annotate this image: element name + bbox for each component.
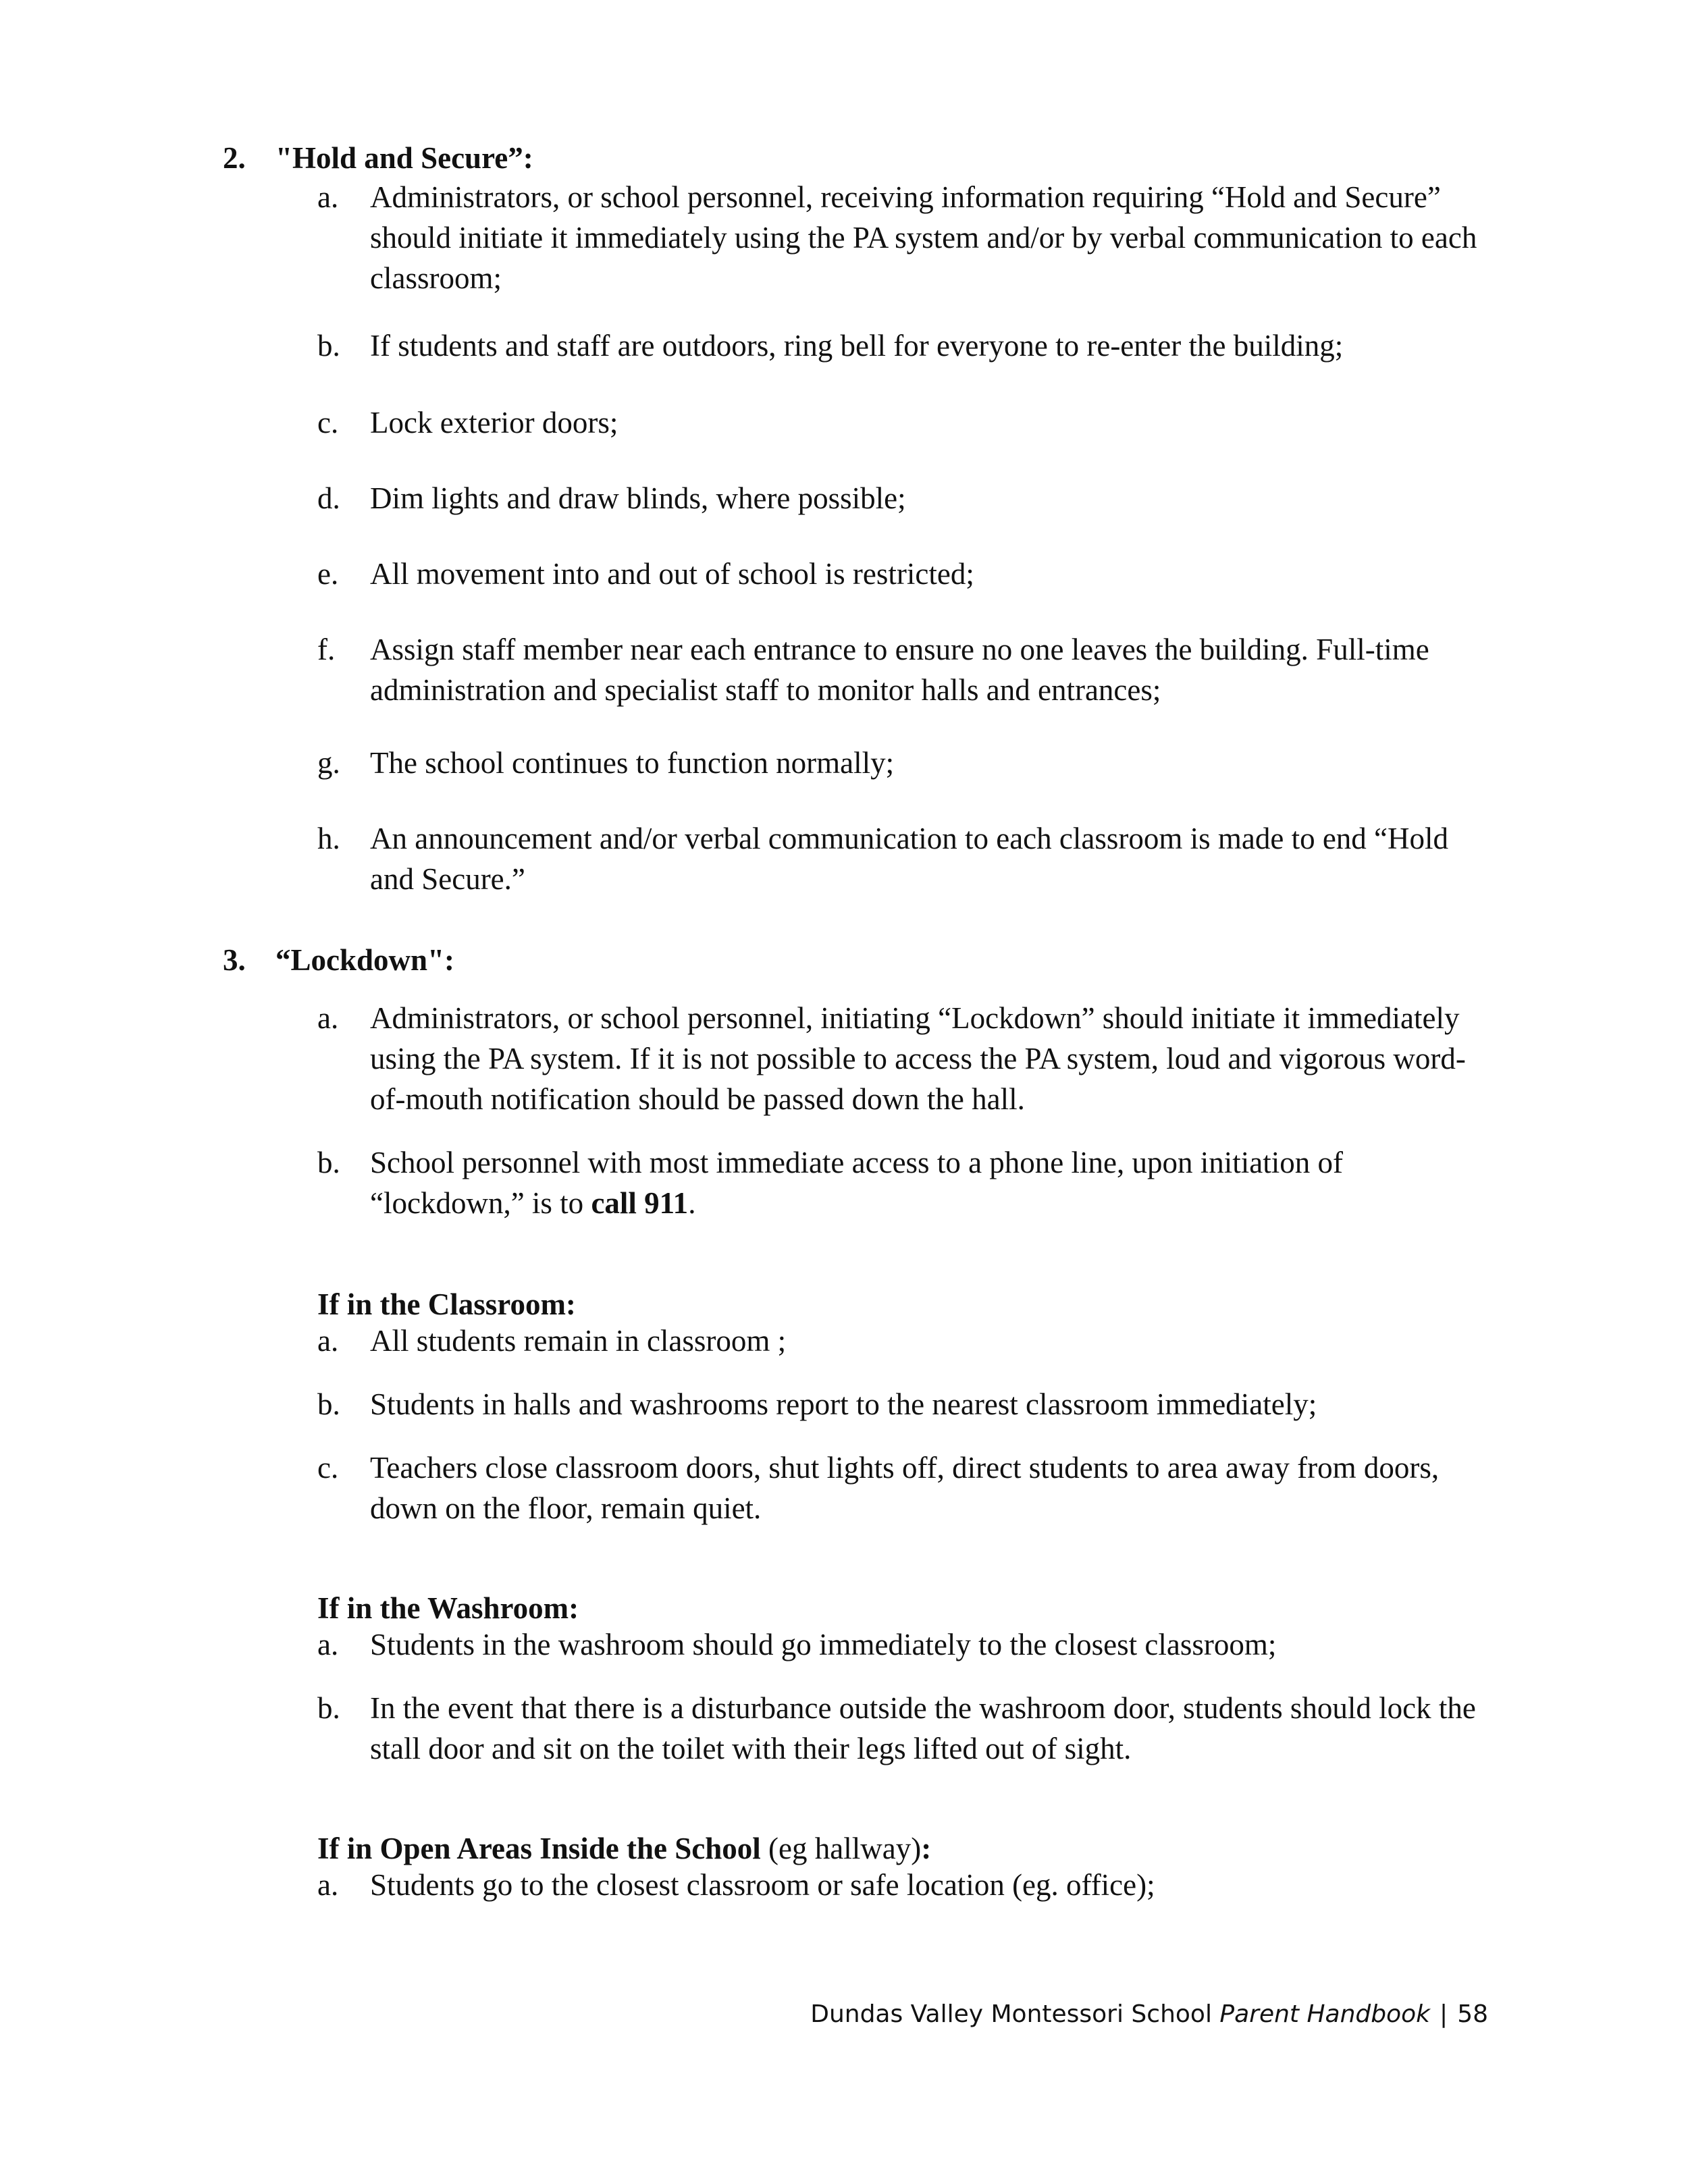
section-3-title: “Lockdown": — [275, 943, 455, 977]
list-item-letter: b. — [317, 1146, 340, 1179]
list-item — [317, 743, 1491, 783]
list-item-text: Administrators, or school personnel, receiving information requiring “Hold and Secure” should initiate it immediately using the PA system and/or by verbal communication to each classroom; — [370, 180, 1477, 295]
list-item-text: All students remain in classroom ; — [370, 1324, 787, 1358]
list-item-text: Assign staff member near each entrance to ensure no one leaves the building. Full-time administration and specialist staff to monitor halls and entrances; — [370, 633, 1429, 707]
list-item-text: An announcement and/or verbal communication to each classroom is made to end “Hold and Secure.” — [370, 822, 1449, 896]
list-item-text: Administrators, or school personnel, initiating “Lockdown” should initiate it immediately using the PA system. If it is not possible to access the PA system, loud and vigorous word-of-mouth notification should be passed down the hall. — [370, 1001, 1466, 1116]
footer-page-number: 58 — [1457, 2000, 1488, 2028]
list-item-letter: b. — [317, 1387, 340, 1421]
list-item — [317, 818, 1491, 899]
list-item-text: The school continues to function normally; — [370, 746, 895, 780]
section-2-heading — [223, 139, 533, 177]
open-areas-colon: : — [921, 1832, 932, 1865]
list-item-letter: b. — [317, 329, 340, 363]
list-item — [317, 1447, 1491, 1528]
section-3-heading — [223, 941, 454, 979]
list-item-letter: c. — [317, 1451, 339, 1485]
list-item — [317, 402, 1491, 443]
list-item — [317, 1384, 1491, 1424]
list-item-letter: d. — [317, 481, 340, 515]
list-item-letter: a. — [317, 1868, 339, 1902]
list-item — [317, 1142, 1491, 1223]
list-item-letter: g. — [317, 746, 340, 780]
list-item-text: Dim lights and draw blinds, where possible; — [370, 481, 906, 515]
list-item-text: All movement into and out of school is restricted; — [370, 557, 974, 591]
list-item-letter: a. — [317, 1001, 339, 1035]
list-item-text: If students and staff are outdoors, ring bell for everyone to re-enter the building; — [370, 329, 1344, 363]
list-item-text: Students in the washroom should go immediately to the closest classroom; — [370, 1628, 1277, 1661]
list-item-letter: c. — [317, 406, 339, 440]
list-item-letter: a. — [317, 1324, 339, 1358]
emergency-number: call 911 — [591, 1186, 689, 1220]
list-item — [317, 1624, 1491, 1665]
section-2-number: 2. — [223, 141, 246, 175]
list-item-text — [370, 1142, 1491, 1223]
list-item — [317, 998, 1491, 1119]
list-item-letter: a. — [317, 180, 339, 214]
call-instruction-text: School personnel with most immediate access to a phone line, upon initiation of “lockdown,” is to — [370, 1146, 1343, 1220]
list-item-letter: a. — [317, 1628, 339, 1661]
list-item — [317, 1865, 1491, 1905]
list-item-letter: h. — [317, 822, 340, 855]
list-item-text: Students go to the closest classroom or safe location (eg. office); — [370, 1868, 1155, 1902]
list-item — [317, 629, 1491, 710]
list-item — [317, 325, 1491, 366]
footer-document-title: Parent Handbook — [1219, 2000, 1431, 2028]
list-item-text: Lock exterior doors; — [370, 406, 618, 440]
list-item — [317, 1321, 1491, 1361]
section-2-title: "Hold and Secure”: — [275, 141, 533, 175]
list-item — [317, 554, 1491, 594]
list-item-letter: e. — [317, 557, 339, 591]
open-areas-subheading — [317, 1830, 931, 1867]
list-item — [317, 478, 1491, 518]
open-areas-title: If in Open Areas Inside the School — [317, 1832, 761, 1865]
list-item — [317, 177, 1491, 298]
list-item-letter: f. — [317, 633, 336, 666]
washroom-subheading: If in the Washroom: — [317, 1591, 579, 1625]
section-3-number: 3. — [223, 943, 246, 977]
list-item — [317, 1688, 1491, 1769]
classroom-subheading: If in the Classroom: — [317, 1287, 576, 1321]
list-item-text: In the event that there is a disturbance outside the washroom door, students should lock the stall door and sit on the toilet with their legs lifted out of sight. — [370, 1691, 1476, 1765]
list-item-letter: b. — [317, 1691, 340, 1725]
footer-school-name: Dundas Valley Montessori School — [810, 2000, 1220, 2028]
call-instruction-end: . — [688, 1186, 696, 1220]
open-areas-example: (eg hallway) — [760, 1832, 922, 1865]
list-item-text: Students in halls and washrooms report to the nearest classroom immediately; — [370, 1387, 1317, 1421]
footer-separator: | — [1440, 2000, 1448, 2028]
list-item-text: Teachers close classroom doors, shut lights off, direct students to area away from doors, down on the floor, remain quiet. — [370, 1451, 1440, 1525]
page-footer — [810, 1998, 1488, 2031]
